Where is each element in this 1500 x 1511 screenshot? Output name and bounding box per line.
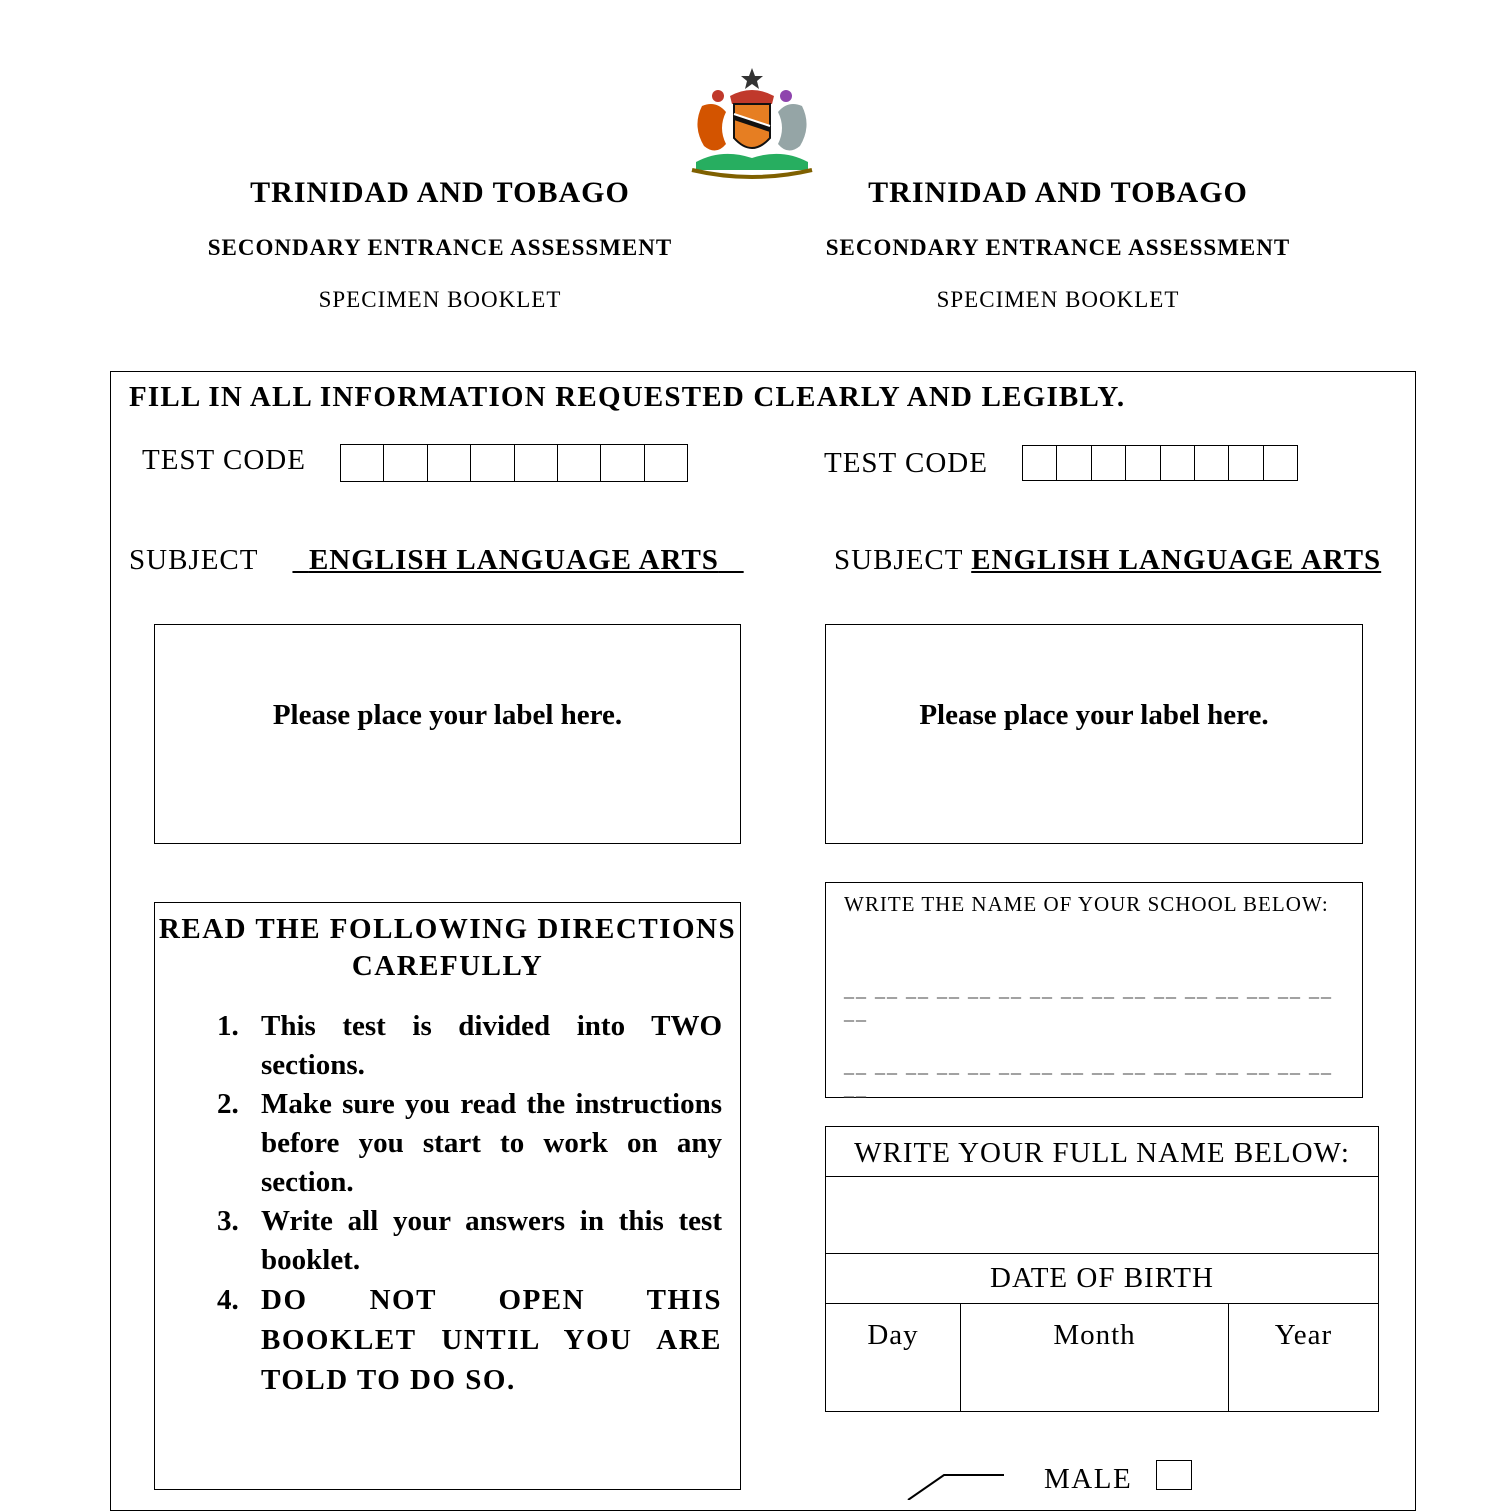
school-name-label: WRITE THE NAME OF YOUR SCHOOL BELOW: [844,892,1329,916]
list-item-text: DO NOT OPEN THIS BOOKLET UNTIL YOU ARE TOLD TO DO SO. [261,1284,722,1396]
country-title-right: TRINIDAD AND TOBAGO [868,176,1248,209]
assessment-title-right: SECONDARY ENTRANCE ASSESSMENT [825,235,1291,260]
dob-day-label: Day [867,1319,919,1351]
dob-year-label: Year [1274,1319,1333,1351]
full-name-field[interactable] [826,1177,1378,1253]
list-item-number: 1. [217,1010,239,1042]
list-item-number: 3. [217,1205,239,1237]
directions-title-line2: CAREFULLY [351,950,544,982]
directions-box [154,902,741,1490]
gender-bracket-line [900,1470,1010,1500]
label-box-right-text: Please place your label here. [919,699,1269,731]
subject-row-right [834,544,1381,577]
dob-month-cell[interactable] [961,1303,1228,1411]
test-code-label-left: TEST CODE [142,444,306,476]
list-item-text: This test is divided into TWO sections. [261,1010,722,1081]
list-item [217,1085,722,1202]
list-item-text: Make sure you read the instructions before you start to work on any section. [261,1088,722,1198]
form-instruction: FILL IN ALL INFORMATION REQUESTED CLEARLY AND LEGIBLY. [129,381,1126,413]
subject-value-left: ENGLISH LANGUAGE ARTS [308,544,719,576]
dob-month-label: Month [1053,1319,1136,1351]
assessment-title-left: SECONDARY ENTRANCE ASSESSMENT [207,235,673,260]
subject-label-right: SUBJECT [834,544,963,576]
directions-title-line1: READ THE FOLLOWING DIRECTIONS [158,913,737,945]
booklet-title-right: SPECIMEN BOOKLET [936,287,1180,312]
subject-label-left: SUBJECT [129,544,258,576]
coat-of-arms-emblem [682,66,822,186]
country-title-left: TRINIDAD AND TOBAGO [250,176,630,209]
male-checkbox[interactable] [1156,1460,1192,1490]
directions-list [217,1007,722,1400]
list-item [217,1280,722,1400]
school-name-line-2[interactable]: __ __ __ __ __ __ __ __ __ __ __ __ __ __ __ __ __ [844,1055,1333,1100]
list-item-number: 4. [217,1284,239,1316]
subject-value-right: ENGLISH LANGUAGE ARTS [971,544,1382,576]
list-item-number: 2. [217,1088,239,1120]
label-box-left [154,624,741,844]
school-name-box[interactable] [825,882,1363,1098]
full-name-label: WRITE YOUR FULL NAME BELOW: [854,1137,1350,1169]
list-item-text: Write all your answers in this test booklet. [261,1205,722,1276]
label-box-left-text: Please place your label here. [272,699,623,731]
subject-row-left [129,544,744,577]
dob-label: DATE OF BIRTH [990,1262,1214,1294]
test-code-label-right: TEST CODE [824,447,988,479]
dob-day-cell[interactable] [826,1303,960,1411]
school-name-line-1[interactable]: __ __ __ __ __ __ __ __ __ __ __ __ __ __ __ __ __ [844,979,1333,1024]
label-box-right [825,624,1363,844]
list-item [217,1007,722,1085]
list-item [217,1202,722,1280]
dob-year-cell[interactable] [1229,1303,1378,1411]
test-code-boxes-right[interactable] [1022,445,1298,481]
booklet-title-left: SPECIMEN BOOKLET [318,287,562,312]
student-info-table [825,1126,1379,1412]
test-code-boxes-left[interactable] [340,444,688,482]
male-label: MALE [1044,1463,1133,1495]
